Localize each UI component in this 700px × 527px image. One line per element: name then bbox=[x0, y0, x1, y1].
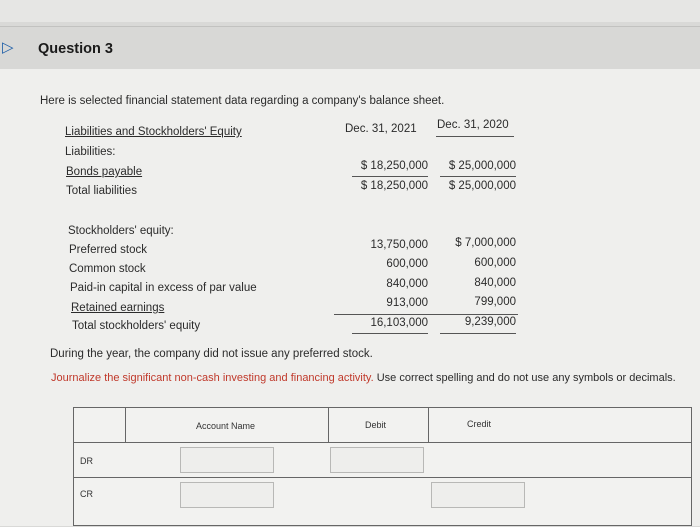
row-value-2020: $ 7,000,000 bbox=[455, 237, 516, 249]
question-header bbox=[0, 26, 700, 70]
col-2021-header: Dec. 31, 2021 bbox=[345, 123, 417, 135]
equity-section: Stockholders' equity: bbox=[68, 225, 174, 237]
sum-line bbox=[440, 333, 516, 334]
note-text: During the year, the company did not issue any preferred stock. bbox=[50, 348, 373, 360]
row-value-2021: 913,000 bbox=[386, 297, 428, 309]
sum-line bbox=[352, 176, 428, 177]
journal-credit-header bbox=[429, 408, 529, 442]
journal-label-column bbox=[74, 408, 126, 442]
row-value-2020: 840,000 bbox=[474, 277, 516, 289]
row-label: Bonds payable bbox=[66, 166, 143, 178]
journal-account-header bbox=[126, 408, 329, 442]
row-label: Retained earnings bbox=[71, 302, 165, 314]
row-value-2021: 840,000 bbox=[386, 278, 428, 290]
row-label: Total stockholders' equity bbox=[72, 320, 201, 332]
row-label: Paid-in capital in excess of par value bbox=[70, 282, 257, 294]
row-value-2021: 13,750,000 bbox=[370, 239, 428, 251]
sum-line bbox=[352, 333, 428, 334]
sum-line bbox=[334, 314, 518, 315]
row-value-2020: 9,239,000 bbox=[464, 316, 516, 328]
journal-row-cr bbox=[74, 477, 691, 527]
row-value-2020: $ 25,000,000 bbox=[448, 180, 516, 192]
instruction-rest: Use correct spelling and do not use any symbols or decimals. bbox=[373, 372, 676, 384]
intro-text: Here is selected financial statement data regarding a company's balance sheet. bbox=[40, 95, 445, 107]
browser-top-strip bbox=[0, 0, 700, 22]
col-2020-header: Dec. 31, 2020 bbox=[437, 119, 509, 131]
dr-account-input[interactable] bbox=[180, 447, 274, 473]
row-value-2020: $ 25,000,000 bbox=[448, 160, 516, 172]
credit-header: Credit bbox=[467, 419, 492, 429]
row-value-2021: $ 18,250,000 bbox=[360, 160, 428, 172]
question-title: Question 3 bbox=[38, 41, 113, 57]
journal-table bbox=[73, 407, 692, 526]
row-label: Total liabilities bbox=[66, 185, 137, 197]
liabilities-section: Liabilities: bbox=[65, 146, 116, 158]
account-name-header: Account Name bbox=[196, 421, 256, 431]
row-label: Common stock bbox=[69, 263, 146, 275]
dr-debit-input[interactable] bbox=[330, 447, 424, 473]
journal-debit-header bbox=[329, 408, 429, 442]
sum-line bbox=[440, 176, 516, 177]
cr-label: CR bbox=[80, 489, 93, 499]
row-value-2021: $ 18,250,000 bbox=[360, 180, 428, 192]
col-2020-underline bbox=[436, 136, 514, 137]
row-label: Preferred stock bbox=[69, 244, 147, 256]
dr-label: DR bbox=[80, 456, 93, 466]
cr-account-input[interactable] bbox=[180, 482, 274, 508]
row-value-2021: 16,103,000 bbox=[370, 317, 428, 329]
flag-icon[interactable]: ▷ bbox=[2, 38, 14, 56]
journal-row-dr bbox=[74, 442, 691, 477]
liabilities-header: Liabilities and Stockholders' Equity bbox=[65, 126, 242, 138]
row-value-2020: 799,000 bbox=[474, 296, 516, 308]
instruction-text bbox=[51, 372, 676, 384]
cr-credit-input[interactable] bbox=[431, 482, 525, 508]
debit-header: Debit bbox=[365, 420, 387, 430]
instruction-highlight: Journalize the significant non-cash investing and financing activity. bbox=[51, 372, 374, 384]
row-value-2020: 600,000 bbox=[474, 257, 516, 269]
row-value-2021: 600,000 bbox=[386, 258, 428, 270]
